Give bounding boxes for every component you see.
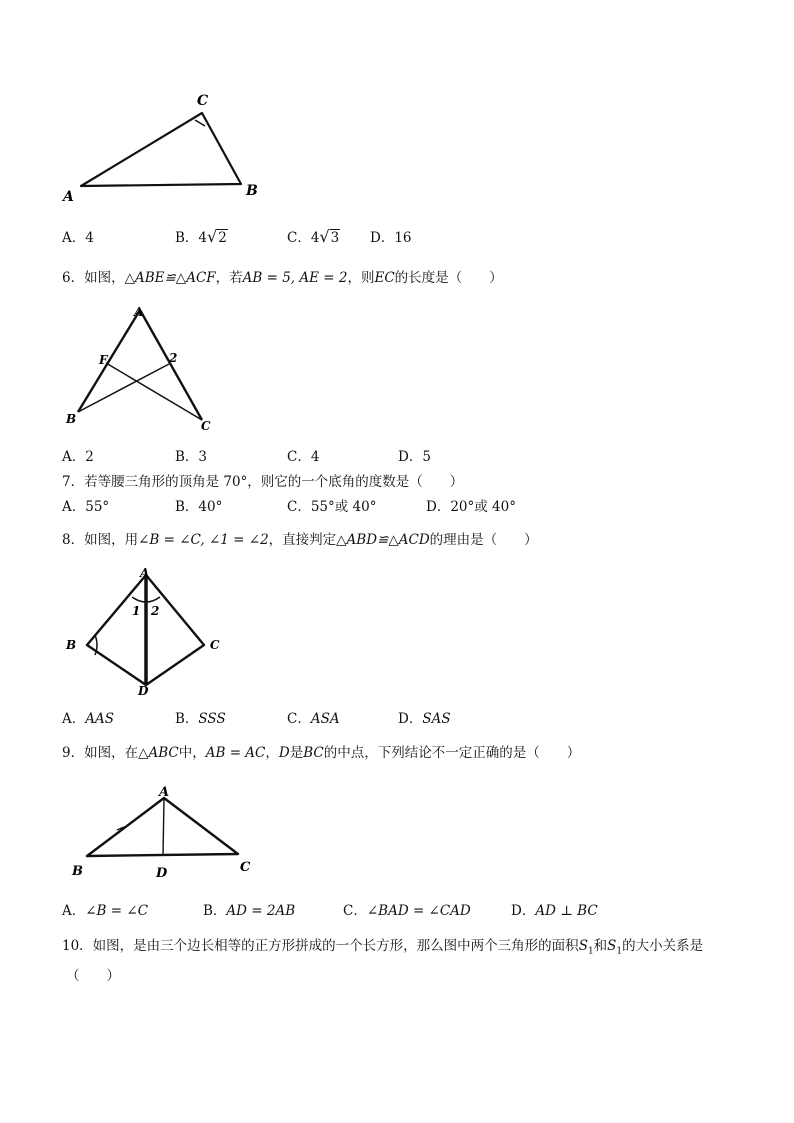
- q5-option-c-radicand: 3: [330, 230, 340, 246]
- label-a-q8: A: [140, 566, 150, 580]
- q8-option-b-value: SSS: [198, 711, 226, 727]
- q8-option-c: [287, 707, 340, 727]
- q8-text-1: ，直接判定: [268, 532, 337, 548]
- q8-option-d: [398, 707, 451, 727]
- triangle-abc-q5: [81, 113, 241, 186]
- label-b-q8: B: [66, 638, 77, 652]
- q6-number: 6．如图，: [62, 270, 125, 286]
- label-angle-1-q8: 1: [132, 604, 141, 618]
- label-a-q5: A: [63, 189, 74, 203]
- q10-area-s2-sub: 1: [616, 946, 623, 957]
- q8-option-b-letter: B．: [175, 711, 199, 727]
- q6-text-3: 的长度是（ ）: [394, 270, 503, 286]
- q10-text-1: 10．如图，是由三个边长相等的正方形拼成的一个长方形，那么图中两个三角形的面积: [62, 938, 579, 954]
- q8-option-d-letter: D．: [398, 711, 423, 727]
- q10-text-and: 和: [593, 938, 608, 954]
- q5-option-a: A．4: [62, 230, 94, 246]
- figure-q6-triangles: [62, 302, 222, 432]
- q9-option-c-letter: C．: [343, 903, 367, 919]
- q9-text-2: ，: [265, 745, 279, 761]
- label-c-q6: C: [201, 419, 211, 432]
- q8-option-c-letter: C．: [287, 711, 311, 727]
- label-a-q6: A: [134, 305, 144, 319]
- q9-point-d: D: [278, 745, 290, 761]
- q9-option-d-value: AD ⊥ BC: [535, 903, 598, 919]
- q5-option-b: B．4√2: [175, 227, 227, 246]
- q7-option-d: D．20°或 40°: [426, 499, 516, 515]
- q5-option-c: C．4√3: [287, 227, 340, 246]
- q6-option-b: B．3: [175, 449, 208, 465]
- q5-option-b-radicand: 2: [218, 230, 227, 246]
- q6-option-c: C．4: [287, 449, 320, 465]
- label-angle-2-q8: 2: [151, 604, 160, 618]
- label-c-q9: C: [240, 860, 251, 875]
- q6-stem: [62, 266, 503, 286]
- q9-option-a: [62, 899, 148, 919]
- q9-option-d-letter: D．: [511, 903, 536, 919]
- q9-option-c: [343, 899, 471, 919]
- q8-congruence: △ABD≌△ACD: [336, 532, 430, 548]
- q9-text-4: 的中点，下列结论不一定正确的是（ ）: [323, 745, 581, 761]
- label-b-q6: B: [66, 412, 77, 426]
- q9-option-c-value: ∠BAD = ∠CAD: [366, 903, 471, 919]
- label-d-q8: D: [138, 684, 149, 698]
- figure-q8-kite: [62, 563, 237, 698]
- q8-option-d-value: SAS: [422, 711, 451, 727]
- q9-option-b-letter: B．: [203, 903, 227, 919]
- q9-option-b: [203, 899, 295, 919]
- q6-option-d: D．5: [398, 449, 431, 465]
- q7-option-c: C．55°或 40°: [287, 499, 377, 515]
- q5-option-c-coef: C．4: [287, 230, 320, 246]
- label-d-q9: D: [156, 866, 168, 881]
- q10-answer-blank: （ ）: [66, 968, 120, 984]
- figure-q9-triangle: [62, 778, 262, 883]
- q10-area-s2: S: [607, 938, 617, 954]
- q6-text-1: ，若: [215, 270, 243, 286]
- q9-option-b-value: AD = 2AB: [226, 903, 296, 919]
- q9-option-a-value: ∠B = ∠C: [85, 903, 149, 919]
- q9-stem: [62, 741, 580, 761]
- q8-option-a: [62, 707, 114, 727]
- q8-option-a-letter: A．: [62, 711, 86, 727]
- label-a-q9: A: [159, 785, 170, 800]
- figure-q5-triangle: [55, 88, 280, 203]
- label-c-q5: C: [197, 93, 209, 109]
- q5-option-d: D．16: [370, 230, 412, 246]
- q10-area-s1-sub: 1: [587, 946, 594, 957]
- q10-area-s1: S: [578, 938, 588, 954]
- q7-option-a: A．55°: [62, 499, 110, 515]
- q7-option-b: B．40°: [175, 499, 223, 515]
- q6-given: AB = 5, AE = 2: [242, 270, 348, 286]
- q9-given: AB = AC: [205, 745, 266, 761]
- q9-segment-bc: BC: [303, 745, 324, 761]
- q9-number: 9．如图，在: [62, 745, 139, 761]
- q6-segment: EC: [374, 270, 395, 286]
- q10-text-2: 的大小关系是: [622, 938, 704, 954]
- q9-option-a-letter: A．: [62, 903, 86, 919]
- q5-option-b-coef: B．4: [175, 230, 208, 246]
- q8-option-a-value: AAS: [85, 711, 114, 727]
- label-e-q6: 2: [169, 351, 178, 365]
- q9-option-d: [511, 899, 598, 919]
- q6-text-2: ，则: [347, 270, 375, 286]
- q6-congruence: △ABE≌△ACF: [124, 270, 216, 286]
- q8-stem: [62, 528, 538, 548]
- q9-text-3: 是: [289, 745, 304, 761]
- q8-number: 8．如图，用: [62, 532, 139, 548]
- label-b-q5: B: [246, 183, 258, 199]
- q8-given: ∠B = ∠C, ∠1 = ∠2: [138, 532, 269, 548]
- label-f-q6: F: [99, 353, 108, 367]
- label-b-q9: B: [72, 864, 83, 879]
- q8-text-2: 的理由是（ ）: [429, 532, 538, 548]
- q9-text-1: 中，: [178, 745, 206, 761]
- q8-option-c-value: ASA: [310, 711, 340, 727]
- q10-stem: [62, 934, 703, 957]
- label-c-q8: C: [210, 638, 220, 652]
- q9-triangle: △ABC: [138, 745, 179, 761]
- q8-option-b: [175, 707, 226, 727]
- q7-stem: 7．若等腰三角形的顶角是 70°，则它的一个底角的度数是（ ）: [62, 474, 464, 490]
- q6-option-a: A．2: [62, 449, 94, 465]
